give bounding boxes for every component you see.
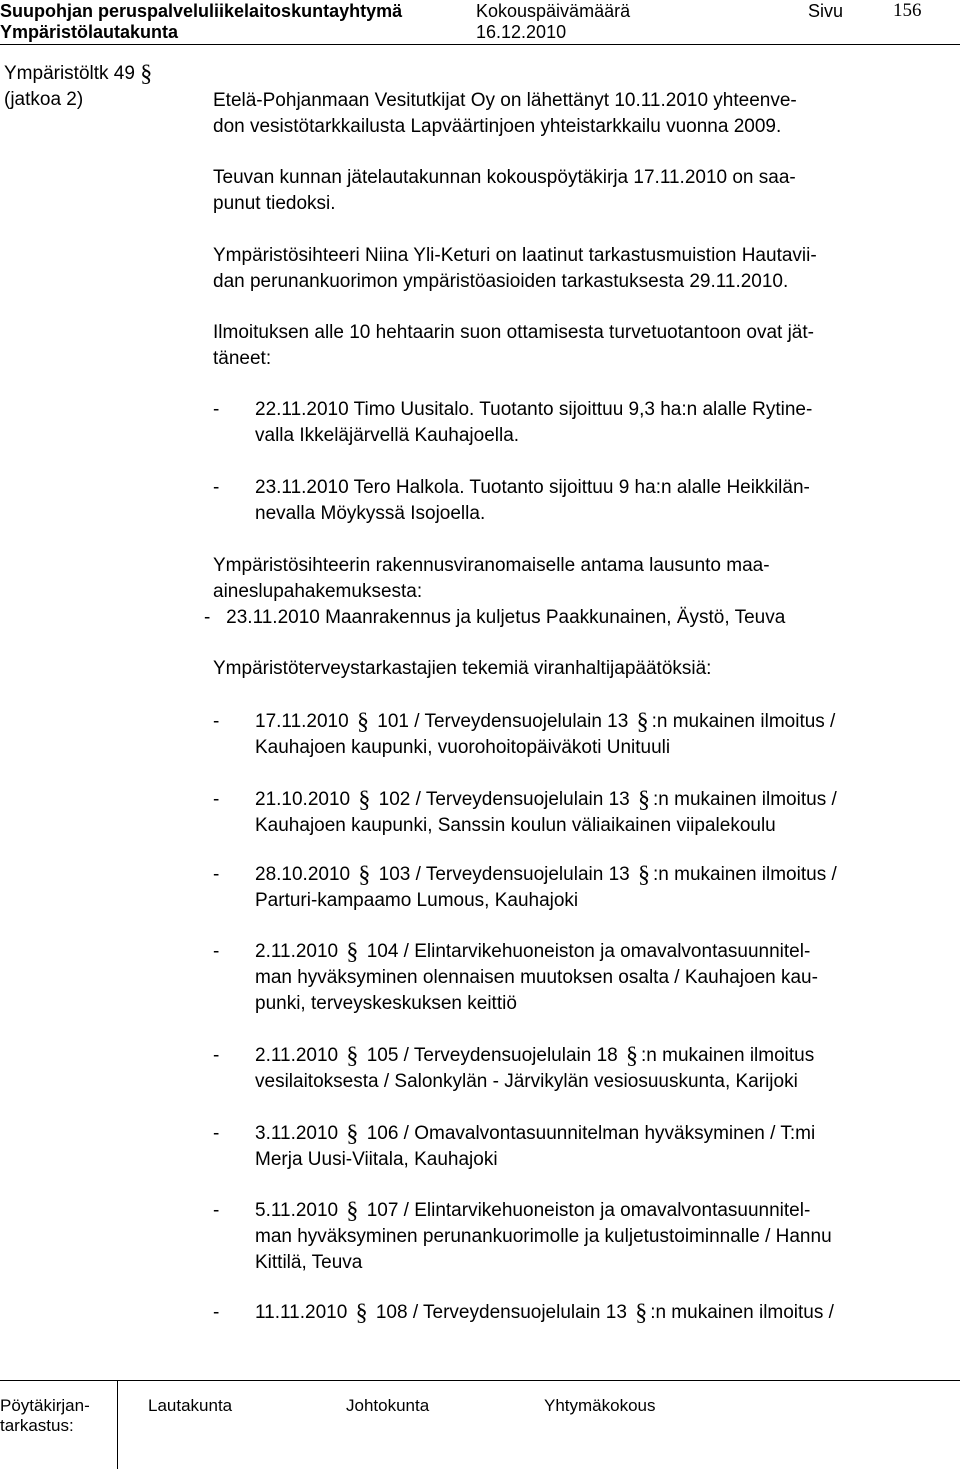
- decision-item-101: [213, 707, 935, 761]
- decision-date: 5.11.2010: [255, 1200, 339, 1221]
- decision-date: 3.11.2010: [255, 1123, 339, 1144]
- decision-text: Kauhajoen kaupunki, Sanssin koulun väliaikainen viipalekoulu: [255, 815, 776, 836]
- list-item: [213, 397, 935, 449]
- section-sign: §: [358, 787, 371, 813]
- decisions-heading: Ympäristöterveystarkastajien tekemiä viranhaltijapäätöksiä:: [213, 658, 712, 679]
- section-sign: §: [346, 939, 359, 965]
- decision-text: Parturi-kampaamo Lumous, Kauhajoki: [255, 890, 579, 911]
- footer-johtokunta: Johtokunta: [346, 1396, 430, 1415]
- decision-text: :n mukainen ilmoitus /: [650, 1302, 834, 1323]
- decision-text: Kauhajoen kaupunki, vuorohoitopäiväkoti Unituuli: [255, 737, 671, 758]
- decision-item-107: [213, 1196, 935, 1276]
- list-item-text: nevalla Möykyssä Isojoella.: [255, 503, 486, 524]
- decision-text: vesilaitoksesta / Salonkylän - Järvikylän vesiosuuskunta, Karijoki: [255, 1071, 798, 1092]
- paragraph-line: don vesistötarkkailusta Lapväärtinjoen yhteistarkkailu vuonna 2009.: [213, 116, 782, 137]
- list-dash: -: [213, 941, 220, 962]
- paragraph-tarkastusmuistio: [213, 243, 935, 295]
- footer-divider: [117, 1380, 118, 1469]
- decision-date: 17.11.2010: [255, 711, 349, 732]
- footer-verifier-line: tarkastus:: [0, 1416, 74, 1435]
- footer-verifier-line: Pöytäkirjan-: [0, 1396, 90, 1415]
- section-label: [4, 60, 152, 113]
- decision-date: 2.11.2010: [255, 941, 339, 962]
- footer-rule: [0, 1380, 960, 1381]
- section-title: Ympäristöltk 49: [4, 63, 135, 84]
- paragraph-line: Etelä-Pohjanmaan Vesitutkijat Oy on lähettänyt 10.11.2010 yhteenve-: [213, 90, 797, 111]
- decision-text: 102 / Terveydensuojelulain 13: [378, 789, 630, 810]
- committee-name: Ympäristölautakunta: [0, 22, 179, 42]
- decision-item-104: [213, 937, 935, 1017]
- list-item-text: 22.11.2010 Timo Uusitalo. Tuotanto sijoittuu 9,3 ha:n alalle Rytine-: [255, 399, 813, 420]
- paragraph-vesitutkijat: [213, 88, 935, 140]
- decision-item-105: [213, 1041, 935, 1095]
- paragraph-line: Teuvan kunnan jätelautakunnan kokouspöytäkirja 17.11.2010 on saa-: [213, 167, 796, 188]
- section-sign: §: [638, 862, 650, 888]
- section-sign: §: [626, 1043, 639, 1069]
- decision-item-102: [213, 785, 935, 839]
- decision-text: punki, terveyskeskuksen keittiö: [255, 993, 517, 1014]
- paragraph-turvetuotanto: [213, 320, 935, 372]
- decision-text: 101 / Terveydensuojelulain 13: [377, 711, 629, 732]
- list-dash: -: [213, 1200, 220, 1221]
- list-item-text: valla Ikkeläjärvellä Kauhajoella.: [255, 425, 520, 446]
- decision-date: 11.11.2010: [255, 1302, 348, 1323]
- section-sign: §: [358, 862, 371, 888]
- list-dash: -: [213, 1302, 220, 1323]
- list-dash: -: [213, 864, 220, 885]
- list-dash: -: [213, 399, 220, 420]
- decision-item-103: [213, 860, 935, 914]
- paragraph-line: aineslupahakemuksesta:: [213, 581, 423, 602]
- decision-date: 2.11.2010: [255, 1045, 339, 1066]
- page-label: Sivu: [808, 1, 844, 21]
- section-sign: §: [346, 1121, 359, 1147]
- decision-text: Merja Uusi-Viitala, Kauhajoki: [255, 1149, 498, 1170]
- decision-text: 105 / Terveydensuojelulain 18: [366, 1045, 618, 1066]
- decision-text: 103 / Terveydensuojelulain 13: [378, 864, 630, 885]
- footer-verifier-label: [0, 1396, 90, 1436]
- decision-item-108: [213, 1298, 935, 1326]
- section-sign: §: [636, 709, 649, 735]
- section-sign: §: [355, 1300, 368, 1326]
- decision-date: 21.10.2010: [255, 789, 351, 810]
- list-dash: -: [213, 1045, 220, 1066]
- list-dash: -: [213, 1123, 220, 1144]
- decision-text: 106 / Omavalvontasuunnitelman hyväksyminen / T:mi: [366, 1123, 816, 1144]
- section-sign: §: [346, 1043, 359, 1069]
- decision-text: man hyväksyminen perunankuorimolle ja kuljetustoiminnalle / Hannu: [255, 1226, 832, 1247]
- list-dash: -: [213, 789, 220, 810]
- decision-text: Kittilä, Teuva: [255, 1252, 363, 1273]
- paragraph-line: Ympäristösihteerin rakennusviranomaiselle antama lausunto maa-: [213, 555, 770, 576]
- decision-text: :n mukainen ilmoitus: [641, 1045, 815, 1066]
- list-item: [213, 475, 935, 527]
- decision-text: :n mukainen ilmoitus /: [653, 864, 837, 885]
- decision-text: :n mukainen ilmoitus /: [653, 789, 837, 810]
- section-sign: §: [346, 1198, 359, 1224]
- meeting-date: 16.12.2010: [476, 22, 567, 42]
- paragraph-jatelautakunta: [213, 165, 935, 217]
- organization-name: Suupohjan peruspalveluliikelaitoskuntayhtymä: [0, 1, 403, 21]
- list-dash: -: [213, 711, 220, 732]
- decision-date: 28.10.2010: [255, 864, 351, 885]
- continued-label: (jatkoa 2): [4, 89, 84, 110]
- page-number: 156: [893, 0, 922, 21]
- paragraph-line: Ympäristösihteeri Niina Yli-Keturi on laatinut tarkastusmuistion Hautavii-: [213, 245, 817, 266]
- paragraph-line: dan perunankuorimon ympäristöasioiden tarkastuksesta 29.11.2010.: [213, 271, 789, 292]
- section-sign: §: [635, 1300, 648, 1326]
- list-item-text: - 23.11.2010 Maanrakennus ja kuljetus Paakkunainen, Äystö, Teuva: [204, 607, 786, 628]
- section-sign: §: [356, 709, 369, 735]
- header-rule: [0, 44, 960, 45]
- decision-text: 107 / Elintarvikehuoneiston ja omavalvontasuunnitel-: [366, 1200, 811, 1221]
- section-sign: §: [140, 61, 153, 87]
- decision-text: 108 / Terveydensuojelulain 13: [375, 1302, 627, 1323]
- meeting-date-label: Kokouspäivämäärä: [476, 1, 631, 21]
- footer-lautakunta: Lautakunta: [148, 1396, 233, 1415]
- paragraph-line: Ilmoituksen alle 10 hehtaarin suon ottamisesta turvetuotantoon ovat jät-: [213, 322, 814, 343]
- list-item-text: 23.11.2010 Tero Halkola. Tuotanto sijoittuu 9 ha:n alalle Heikkilän-: [255, 477, 810, 498]
- list-dash: -: [213, 477, 220, 498]
- paragraph-line: täneet:: [213, 348, 272, 369]
- paragraph-line: punut tiedoksi.: [213, 193, 336, 214]
- decision-text: man hyväksyminen olennaisen muutoksen osalta / Kauhajoen kau-: [255, 967, 818, 988]
- footer-yhtymakokous: Yhtymäkokous: [544, 1396, 656, 1415]
- decision-item-106: [213, 1119, 935, 1173]
- paragraph-lausunto: [204, 553, 935, 631]
- section-sign: §: [638, 787, 650, 813]
- decision-text: 104 / Elintarvikehuoneiston ja omavalvontasuunnitel-: [366, 941, 811, 962]
- decision-text: :n mukainen ilmoitus /: [651, 711, 836, 732]
